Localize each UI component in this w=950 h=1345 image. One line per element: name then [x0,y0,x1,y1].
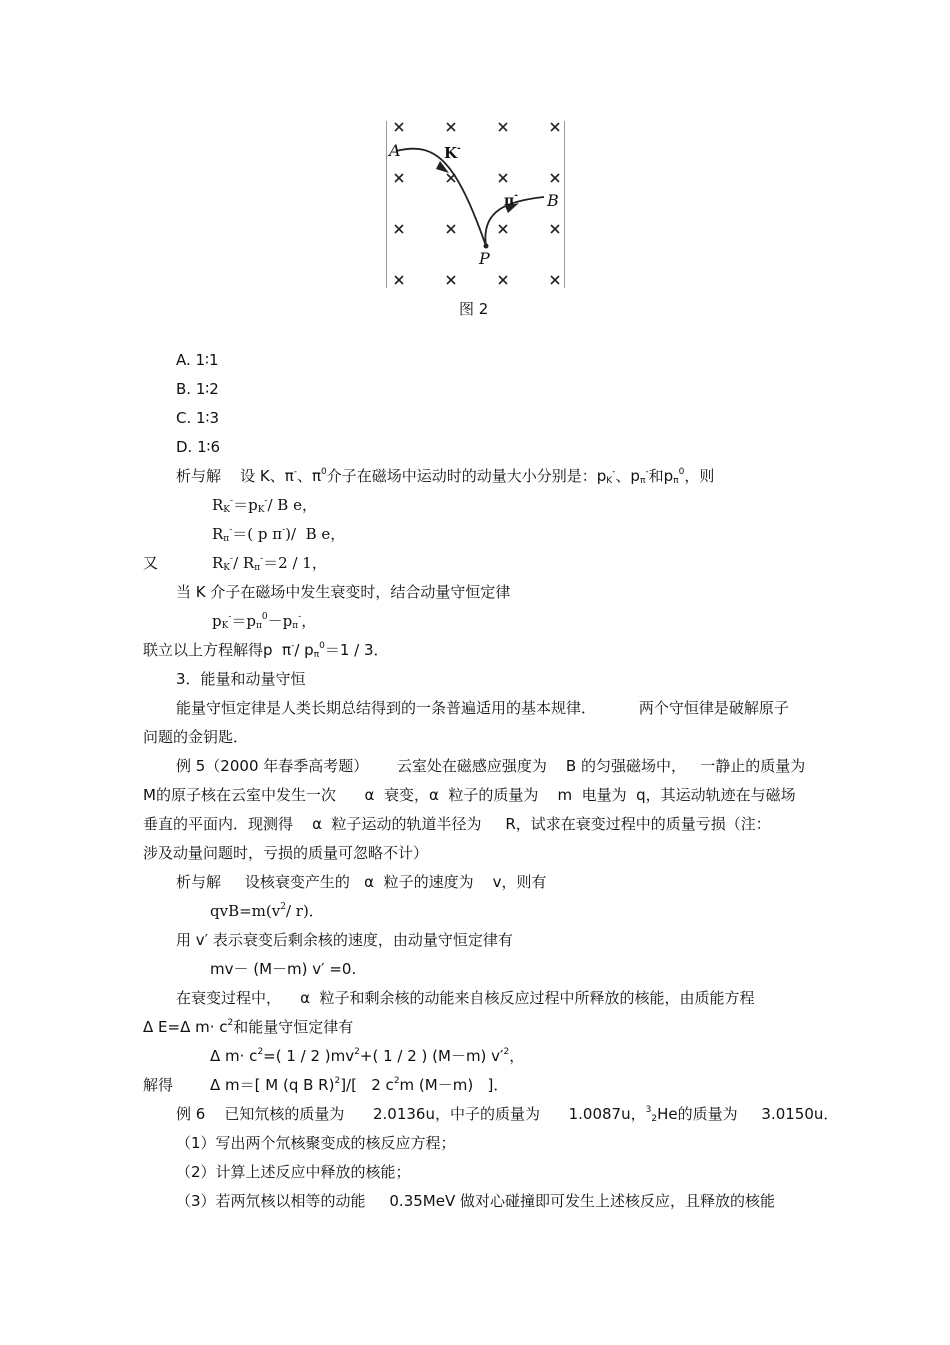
figure-2 [386,121,564,289]
example5-solution-intro: 析与解 设核衰变产生的 α 粒子的速度为 v，则有 [176,873,547,891]
figure-caption: 图 2 [459,300,489,318]
equation-energy: Δ $m\cdot c^2=$( 1 / 2 )$mv^2+$( 1 / 2 ) (M－m) $v'^2$， [210,1047,525,1065]
option-d: D. 1∶6 [176,438,221,456]
equation-lorentz: $qvB=m(v^2/$ r)． [210,902,324,920]
example6-question-1: （1）写出两个氘核聚变成的核反应方程； [176,1134,456,1152]
section-paragraph-1: 能量守恒定律是人类长期总结得到的一条普遍适用的基本规律． 两个守恒律是破解原子 [176,699,789,717]
label-p: P [479,249,490,268]
point-p-dot [484,244,489,249]
magnetic-field-diagram [386,121,564,289]
example6-question-2: （2）计算上述反应中释放的核能； [176,1163,411,1181]
momentum-conservation-text: 当 K 介子在磁场中发生衰变时，结合动量守恒定律 [176,583,511,601]
option-a: A. 1∶1 [176,351,219,369]
section-heading: 3．能量和动量守恒 [176,670,306,688]
example5-line2: M的原子核在云室中发生一次 α 衰变，α 粒子的质量为 m 电量为 q，其运动轨迹在与磁场 [143,786,796,804]
example6-line1: 例 6 已知氘核的质量为 2.0136u，中子的质量为 1.0087u，$^3_2$He的质量为 3.0150u． [176,1105,839,1124]
example5-energy-text: 在衰变过程中， α 粒子和剩余核的动能来自核反应过程中所释放的核能，由质能方程 [176,989,755,1007]
equation-momentum: $p_K^-=p_\pi^0-p_\pi^-$， [212,612,317,631]
equation-momentum-5: mv－ (M－m) v′ =0. [210,960,357,978]
example5-line1: 例 5（2000 年春季高考题） 云室处在磁感应强度为 B 的匀强磁场中， 一静止的质量为 [176,757,806,775]
example5-line3: 垂直的平面内．现测得 α 粒子运动的轨道半径为 R，试求在衰变过程中的质量亏损（注： [143,815,771,833]
equation-mass-defect: Δ m＝[ M (q B R)$^2$]/[ 2 $c^2m$ (M－m) ]． [210,1076,509,1094]
field-cross-markers [395,123,559,284]
example6-question-3: （3）若两氘核以相等的动能 0.35MeV 做对心碰撞即可发生上述核反应，且释放的核能 [176,1192,775,1210]
equation-rpi: $R_\pi^-=$( p π-)/ B e， [212,525,346,544]
option-b: B. 1∶2 [176,380,219,398]
section-paragraph-2: 问题的金钥匙． [143,728,249,746]
equation-ratio: $R_K^-/$ $R_\pi^-=2 / 1$， [212,554,327,573]
label-b: B [547,191,559,210]
option-c: C. 1∶3 [176,409,220,427]
example5-line4: 涉及动量问题时，亏损的质量可忽略不计） [143,844,429,862]
word-jiede: 解得 [143,1076,174,1094]
label-k-meson: K- [444,144,461,162]
example5-mass-energy: Δ E=Δ $m\cdot c^2$和能量守恒定律有 [143,1018,354,1036]
equation-rk: $R_K^-=p_K^-/$ B e， [212,496,317,515]
word-you: 又 [143,554,159,572]
example5-momentum-text: 用 v′ 表示衰变后剩余核的速度，由动量守恒定律有 [176,931,513,949]
label-pion: π- [504,191,518,209]
solution-result: 联立以上方程解得p π-/ $p_\pi^0=1 / 3$． [143,641,389,660]
label-a: A [389,141,401,160]
solution-intro: 析与解 设 K、π-、$\pi^0$介子在磁场中运动时的动量大小分别是：$p_K^-$、$p_\pi^-$和$p_\pi^0$，则 [176,467,715,486]
